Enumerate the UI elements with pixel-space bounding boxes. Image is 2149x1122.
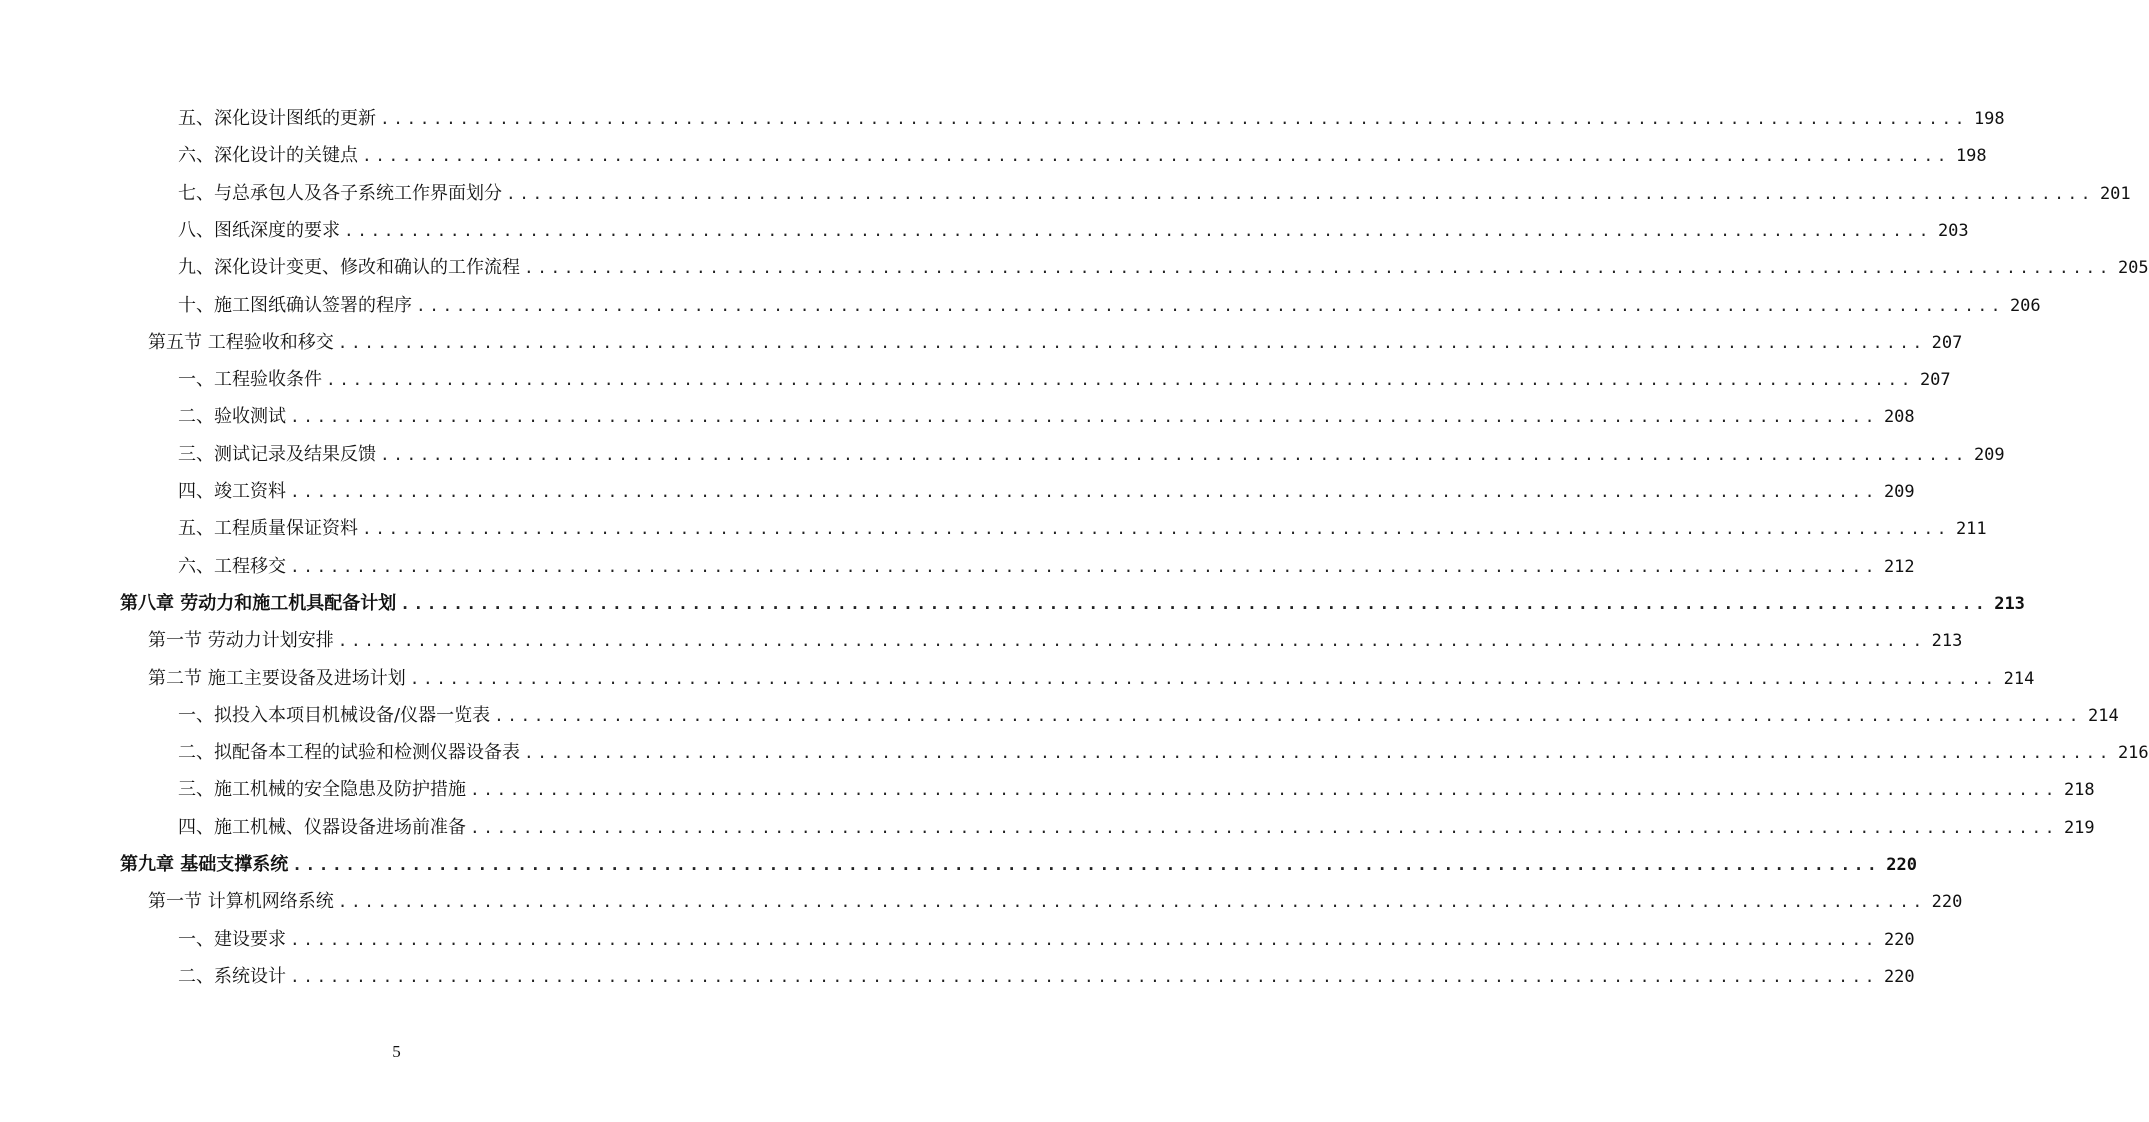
toc-dot-leader: ........................................................................................................................ — [506, 184, 2094, 203]
toc-dot-leader: ........................................................................................................................ — [290, 407, 1878, 426]
toc-entry-section — [148, 324, 1963, 354]
toc-entry-item — [178, 361, 1951, 391]
toc-entry-page: 220 — [1886, 855, 1917, 875]
toc-entry-page: 207 — [1919, 370, 1951, 390]
toc-entry-page: 220 — [1931, 892, 1963, 912]
toc-entry-page: 218 — [2063, 780, 2095, 800]
page-number: 5 — [392, 1042, 401, 1061]
toc-dot-leader: ........................................................................................................................ — [292, 855, 1881, 874]
toc-dot-leader: ........................................................................................................................ — [380, 109, 1968, 128]
toc-entry-section — [148, 622, 1963, 652]
toc-entry-page: 214 — [2088, 706, 2119, 726]
toc-entry-page: 198 — [1973, 109, 2005, 129]
toc-entry-title: 三、施工机械的安全隐患及防护措施 — [178, 779, 466, 800]
toc-dot-leader: ........................................................................................................................ — [494, 706, 2083, 725]
toc-dot-leader: ........................................................................................................................ — [400, 594, 1989, 613]
toc-entry-title: 一、工程验收条件 — [178, 369, 322, 390]
toc-entry-item — [178, 473, 1915, 503]
toc-dot-leader: ........................................................................................................................ — [337, 333, 1926, 352]
toc-dot-leader: ........................................................................................................................ — [524, 743, 2112, 762]
toc-entry-item — [178, 734, 2149, 764]
toc-entry-title: 二、系统设计 — [178, 966, 286, 987]
toc-entry-page: 213 — [1994, 594, 2025, 614]
toc-entry-item — [178, 697, 2119, 727]
toc-entry-page: 201 — [2099, 184, 2131, 204]
toc-dot-leader: ........................................................................................................................ — [409, 669, 1998, 688]
toc-dot-leader: ........................................................................................................................ — [290, 482, 1878, 501]
toc-dot-leader: ........................................................................................................................ — [416, 296, 2004, 315]
toc-entry-chapter — [120, 846, 1917, 876]
toc-entry-title: 七、与总承包人及各子系统工作界面划分 — [178, 183, 502, 204]
toc-entry-page: 205 — [2117, 258, 2149, 278]
toc-entry-title: 一、拟投入本项目机械设备/仪器一览表 — [178, 705, 491, 726]
toc-entry-title: 五、工程质量保证资料 — [178, 518, 358, 539]
toc-entry-title: 第一节 计算机网络系统 — [148, 891, 334, 912]
toc-entry-page: 209 — [1973, 445, 2005, 465]
toc-entry-item — [178, 398, 1915, 428]
toc-entry-page: 219 — [2063, 818, 2095, 838]
toc-entry-item — [178, 921, 1915, 951]
toc-entry-item — [178, 510, 1987, 540]
toc-dot-leader: ........................................................................................................................ — [362, 519, 1950, 538]
toc-entry-title: 三、测试记录及结果反馈 — [178, 444, 376, 465]
toc-dot-leader: ........................................................................................................................ — [337, 892, 1926, 911]
toc-entry-title: 第二节 施工主要设备及进场计划 — [148, 668, 406, 689]
toc-entry-title: 十、施工图纸确认签署的程序 — [178, 295, 412, 316]
toc-entry-title: 八、图纸深度的要求 — [178, 220, 340, 241]
toc-dot-leader: ........................................................................................................................ — [362, 146, 1950, 165]
toc-entry-page: 203 — [1937, 221, 1969, 241]
toc-entry-title: 第八章 劳动力和施工机具配备计划 — [120, 593, 397, 614]
toc-entry-item — [178, 175, 2131, 205]
toc-entry-page: 214 — [2003, 669, 2035, 689]
toc-entry-chapter — [120, 585, 2025, 615]
toc-entry-title: 一、建设要求 — [178, 929, 286, 950]
toc-dot-leader: ........................................................................................................................ — [470, 818, 2058, 837]
toc-dot-leader: ........................................................................................................................ — [380, 445, 1968, 464]
toc-dot-leader: ........................................................................................................................ — [290, 967, 1878, 986]
toc-entry-item — [178, 212, 1969, 242]
toc-entry-section — [148, 660, 2035, 690]
toc-entry-item — [178, 100, 2005, 130]
toc-dot-leader: ........................................................................................................................ — [344, 221, 1932, 240]
toc-dot-leader: ........................................................................................................................ — [470, 780, 2058, 799]
toc-dot-leader: ........................................................................................................................ — [337, 631, 1926, 650]
toc-entry-page: 220 — [1883, 930, 1915, 950]
toc-entry-item — [178, 771, 2095, 801]
toc-entry-page: 220 — [1883, 967, 1915, 987]
toc-entry-item — [178, 548, 1915, 578]
toc-entry-item — [178, 809, 2095, 839]
toc-entry-title: 第一节 劳动力计划安排 — [148, 630, 334, 651]
toc-entry-title: 第九章 基础支撑系统 — [120, 854, 289, 875]
toc-entry-title: 六、深化设计的关键点 — [178, 145, 358, 166]
toc-entry-page: 213 — [1931, 631, 1963, 651]
toc-entry-page: 198 — [1955, 146, 1987, 166]
toc-entry-item — [178, 137, 1987, 167]
toc-entry-page: 208 — [1883, 407, 1915, 427]
toc-entry-title: 四、竣工资料 — [178, 481, 286, 502]
toc-entry-title: 二、验收测试 — [178, 406, 286, 427]
toc-entry-item — [178, 436, 2005, 466]
toc-entry-page: 216 — [2117, 743, 2149, 763]
toc-entry-item — [178, 249, 2149, 279]
toc-entry-title: 四、施工机械、仪器设备进场前准备 — [178, 817, 466, 838]
toc-dot-leader: ........................................................................................................................ — [290, 930, 1878, 949]
toc-dot-leader: ........................................................................................................................ — [326, 370, 1914, 389]
toc-entry-page: 207 — [1931, 333, 1963, 353]
toc-entry-page: 212 — [1883, 557, 1915, 577]
toc-entry-page: 211 — [1955, 519, 1987, 539]
toc-entry-title: 第五节 工程验收和移交 — [148, 332, 334, 353]
toc-entry-title: 五、深化设计图纸的更新 — [178, 108, 376, 129]
toc-entry-section — [148, 883, 1963, 913]
toc-entry-item — [178, 958, 1915, 988]
toc-dot-leader: ........................................................................................................................ — [524, 258, 2112, 277]
toc-entry-title: 六、工程移交 — [178, 556, 286, 577]
toc-entry-title: 九、深化设计变更、修改和确认的工作流程 — [178, 257, 520, 278]
toc-entry-item — [178, 287, 2041, 317]
toc-entry-title: 二、拟配备本工程的试验和检测仪器设备表 — [178, 742, 520, 763]
toc-entry-page: 206 — [2009, 296, 2041, 316]
toc-dot-leader: ........................................................................................................................ — [290, 557, 1878, 576]
toc-entry-page: 209 — [1883, 482, 1915, 502]
